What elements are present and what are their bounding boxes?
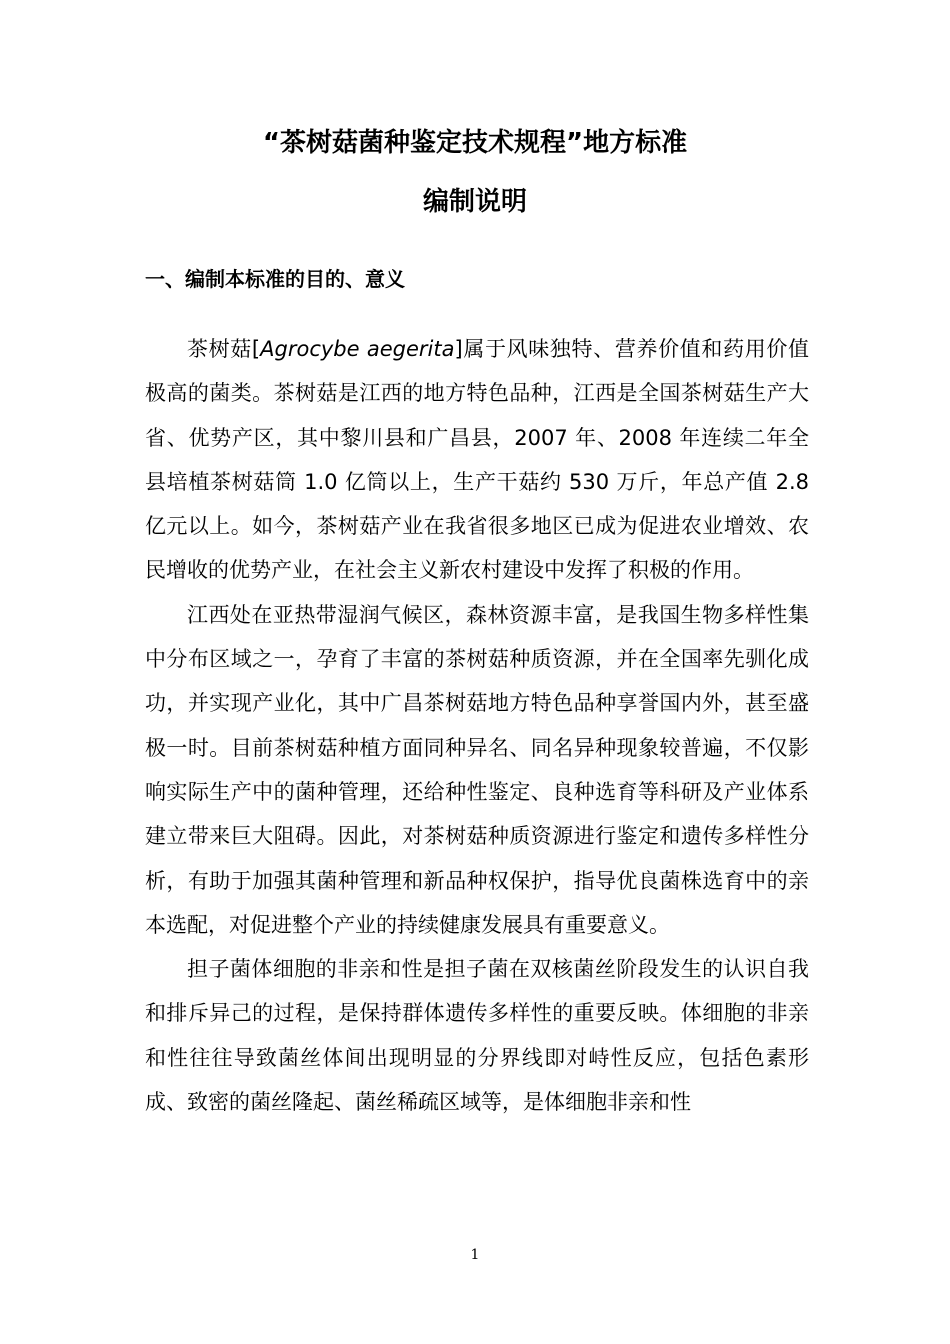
latin-species-name: Agrocybe aegerita bbox=[260, 337, 455, 361]
section-heading: 一、编制本标准的目的、意义 bbox=[145, 267, 405, 291]
page-number: 1 bbox=[470, 1247, 480, 1263]
document-body bbox=[145, 327, 809, 1124]
document-title: “茶树菇菌种鉴定技术规程”地方标准 bbox=[262, 128, 688, 158]
paragraph-2: 江西处在亚热带湿润气候区，森林资源丰富，是我国生物多样性集中分布区域之一，孕育了丰富的茶树菇种质资源，并在全国率先驯化成功，并实现产业化，其中广昌茶树菇地方特色品种享誉国内外，甚至盛极一时。目前茶树菇种植方面同种异名、同名异种现象较普遍，不仅影响实际生产中的菌种管理，还给种性鉴定、良种选育等科研及产业体系建立带来巨大阻碍。因此，对茶树菇种质资源进行鉴定和遗传多样性分析，有助于加强其菌种管理和新品种权保护，指导优良菌株选育中的亲本选配，对促进整个产业的持续健康发展具有重要意义。 bbox=[145, 602, 809, 937]
paragraph-1-before: 茶树菇[ bbox=[187, 337, 261, 361]
paragraph-1 bbox=[145, 327, 809, 593]
paragraph-3: 担子菌体细胞的非亲和性是担子菌在双核菌丝阶段发生的认识自我和排斥异己的过程，是保持群体遗传多样性的重要反映。体细胞的非亲和性往往导致菌丝体间出现明显的分界线即对峙性反应，包括色素形成、致密的菌丝隆起、菌丝稀疏区域等，是体细胞非亲和性 bbox=[145, 957, 809, 1115]
paragraph-1-after: ]属于风味独特、营养价值和药用价值极高的菌类。茶树菇是江西的地方特色品种，江西是全国茶树菇生产大省、优势产区，其中黎川县和广昌县，2007 年、2008 年连续二年全县培植茶树菇筒 1.0 亿筒以上，生产干菇约 530 万斤，年总产值 2.8 亿元以上。如今，茶树菇产业在我省很多地区已成为促进农业增效、农民增收的优势产业，在社会主义新农村建设中发挥了积极的作用。 bbox=[145, 337, 810, 583]
document-subtitle: 编制说明 bbox=[422, 187, 527, 217]
